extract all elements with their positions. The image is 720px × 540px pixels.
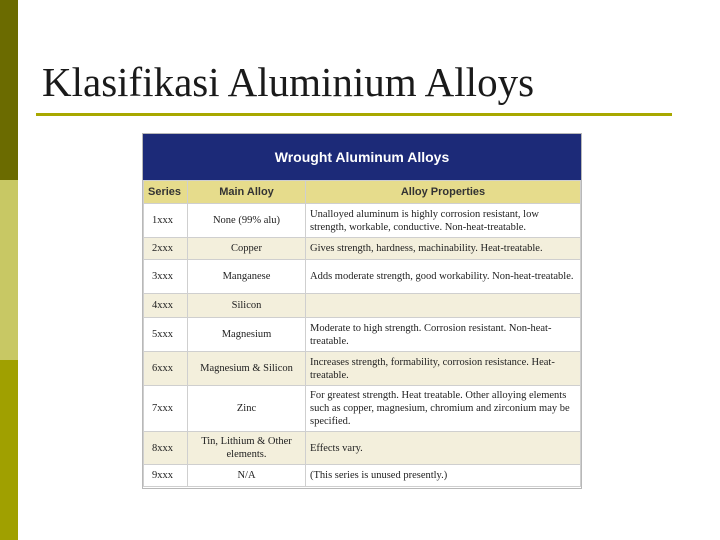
cell-properties: Increases strength, formability, corrosion resistance. Heat-treatable.	[306, 352, 581, 386]
alloy-grid	[143, 180, 581, 487]
table-row	[144, 238, 581, 260]
table-row	[144, 260, 581, 294]
cell-properties: Effects vary.	[306, 432, 581, 465]
table-row	[144, 294, 581, 318]
table-row	[144, 432, 581, 465]
cell-alloy: Magnesium & Silicon	[188, 352, 306, 386]
cell-properties: (This series is unused presently.)	[306, 465, 581, 487]
alloy-table	[142, 133, 582, 489]
cell-series: 9xxx	[144, 465, 188, 487]
cell-properties: Gives strength, hardness, machinability. Heat-treatable.	[306, 238, 581, 260]
decor-bar-top	[0, 0, 18, 180]
cell-series: 1xxx	[144, 204, 188, 238]
table-row	[144, 465, 581, 487]
cell-series: 4xxx	[144, 294, 188, 318]
cell-alloy: Silicon	[188, 294, 306, 318]
decor-bar-bottom	[0, 360, 18, 540]
cell-alloy: Manganese	[188, 260, 306, 294]
decor-bar-middle	[0, 180, 18, 360]
cell-properties: Unalloyed aluminum is highly corrosion resistant, low strength, workable, conductive. Non-heat-treatable.	[306, 204, 581, 238]
cell-alloy: None (99% alu)	[188, 204, 306, 238]
cell-properties: Moderate to high strength. Corrosion resistant. Non-heat-treatable.	[306, 318, 581, 352]
cell-properties: Adds moderate strength, good workability. Non-heat-treatable.	[306, 260, 581, 294]
cell-series: 7xxx	[144, 386, 188, 432]
header-series: Series	[144, 181, 188, 204]
table-row	[144, 386, 581, 432]
cell-properties	[306, 294, 581, 318]
cell-alloy: Magnesium	[188, 318, 306, 352]
table-title: Wrought Aluminum Alloys	[143, 134, 581, 180]
cell-series: 8xxx	[144, 432, 188, 465]
header-main-alloy: Main Alloy	[188, 181, 306, 204]
cell-alloy: Copper	[188, 238, 306, 260]
cell-alloy: N/A	[188, 465, 306, 487]
cell-series: 6xxx	[144, 352, 188, 386]
title-underline	[36, 113, 672, 116]
cell-series: 2xxx	[144, 238, 188, 260]
header-row	[144, 181, 581, 204]
cell-series: 3xxx	[144, 260, 188, 294]
table-row	[144, 204, 581, 238]
table-row	[144, 352, 581, 386]
cell-alloy: Tin, Lithium & Other elements.	[188, 432, 306, 465]
cell-properties: For greatest strength. Heat treatable. Other alloying elements such as copper, magnesium, chromium and zirconium may be specified.	[306, 386, 581, 432]
table-row	[144, 318, 581, 352]
slide-title: Klasifikasi Aluminium Alloys	[42, 59, 535, 105]
cell-alloy: Zinc	[188, 386, 306, 432]
header-alloy-properties: Alloy Properties	[306, 181, 581, 204]
cell-series: 5xxx	[144, 318, 188, 352]
